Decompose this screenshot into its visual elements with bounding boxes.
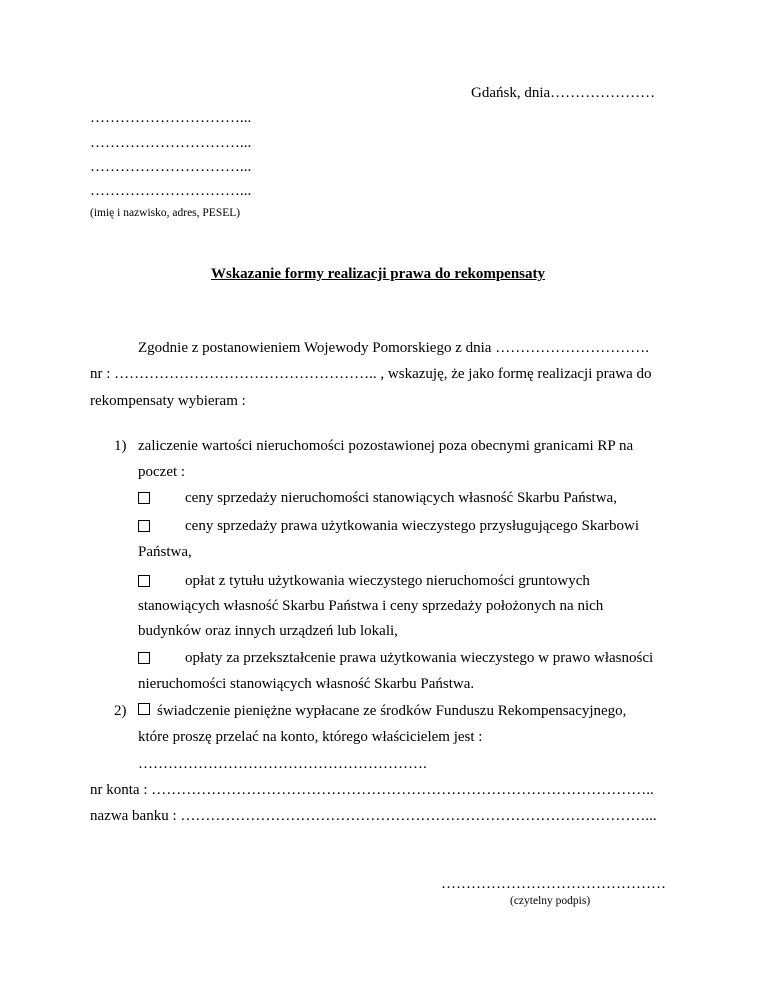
- choice-4-text-line-2: nieruchomości stanowiących własność Skarbu Państwa.: [138, 676, 475, 692]
- choice-4-checkbox[interactable]: [138, 652, 150, 664]
- applicant-caption: (imię i nazwisko, adres, PESEL): [90, 207, 241, 219]
- applicant-line-3: …………………………...: [90, 159, 252, 175]
- option-2-line-1: świadczenie pieniężne wypłacane ze środków Funduszu Rekompensacyjnego,: [157, 703, 627, 719]
- option-1-line-2: poczet :: [138, 464, 186, 480]
- intro-line-2: nr : …………………………………………….. , wskazuję, że jako formę realizacji prawa do: [90, 366, 652, 382]
- option-2-number: 2): [114, 703, 127, 719]
- document-title: Wskazanie formy realizacji prawa do rekompensaty: [211, 266, 545, 282]
- choice-2-checkbox[interactable]: [138, 520, 150, 532]
- choice-2-text-line-1: ceny sprzedaży prawa użytkowania wieczystego przysługującego Skarbowi: [185, 518, 639, 534]
- applicant-line-2: …………………………...: [90, 135, 252, 151]
- choice-3-checkbox[interactable]: [138, 575, 150, 587]
- option-2-line-2: które proszę przelać na konto, którego właścicielem jest :: [138, 729, 483, 745]
- choice-3-text-line-3: budynków oraz innych urządzeń lub lokali,: [138, 623, 398, 639]
- bank-name-line: nazwa banku : …………………………………………………………………………………...: [90, 808, 657, 824]
- option-2-line-3: ………………………………………………….: [138, 756, 427, 772]
- signature-line: ………………………………………: [441, 876, 666, 892]
- option-2-checkbox[interactable]: [138, 703, 150, 715]
- option-1-line-1: zaliczenie wartości nieruchomości pozostawionej poza obecnymi granicami RP na: [138, 438, 634, 454]
- applicant-line-4: …………………………...: [90, 183, 252, 199]
- place-date: Gdańsk, dnia…………………: [471, 85, 656, 101]
- intro-line-3: rekompensaty wybieram :: [90, 393, 246, 409]
- choice-3-text-line-2: stanowiących własność Skarbu Państwa i ceny sprzedaży położonych na nich: [138, 598, 604, 614]
- signature-caption: (czytelny podpis): [510, 895, 591, 907]
- choice-2-text-line-2: Państwa,: [138, 544, 192, 560]
- choice-4-text-line-1: opłaty za przekształcenie prawa użytkowania wieczystego w prawo własności: [185, 650, 654, 666]
- intro-line-1: Zgodnie z postanowieniem Wojewody Pomorskiego z dnia ………………………….: [138, 340, 649, 356]
- account-number-line: nr konta : ………………………………………………………………………………………..: [90, 782, 654, 798]
- applicant-line-1: …………………………...: [90, 110, 252, 126]
- choice-1-checkbox[interactable]: [138, 492, 150, 504]
- choice-1-text: ceny sprzedaży nieruchomości stanowiących własność Skarbu Państwa,: [185, 490, 617, 506]
- choice-3-text-line-1: opłat z tytułu użytkowania wieczystego nieruchomości gruntowych: [185, 573, 590, 589]
- option-1-number: 1): [114, 438, 127, 454]
